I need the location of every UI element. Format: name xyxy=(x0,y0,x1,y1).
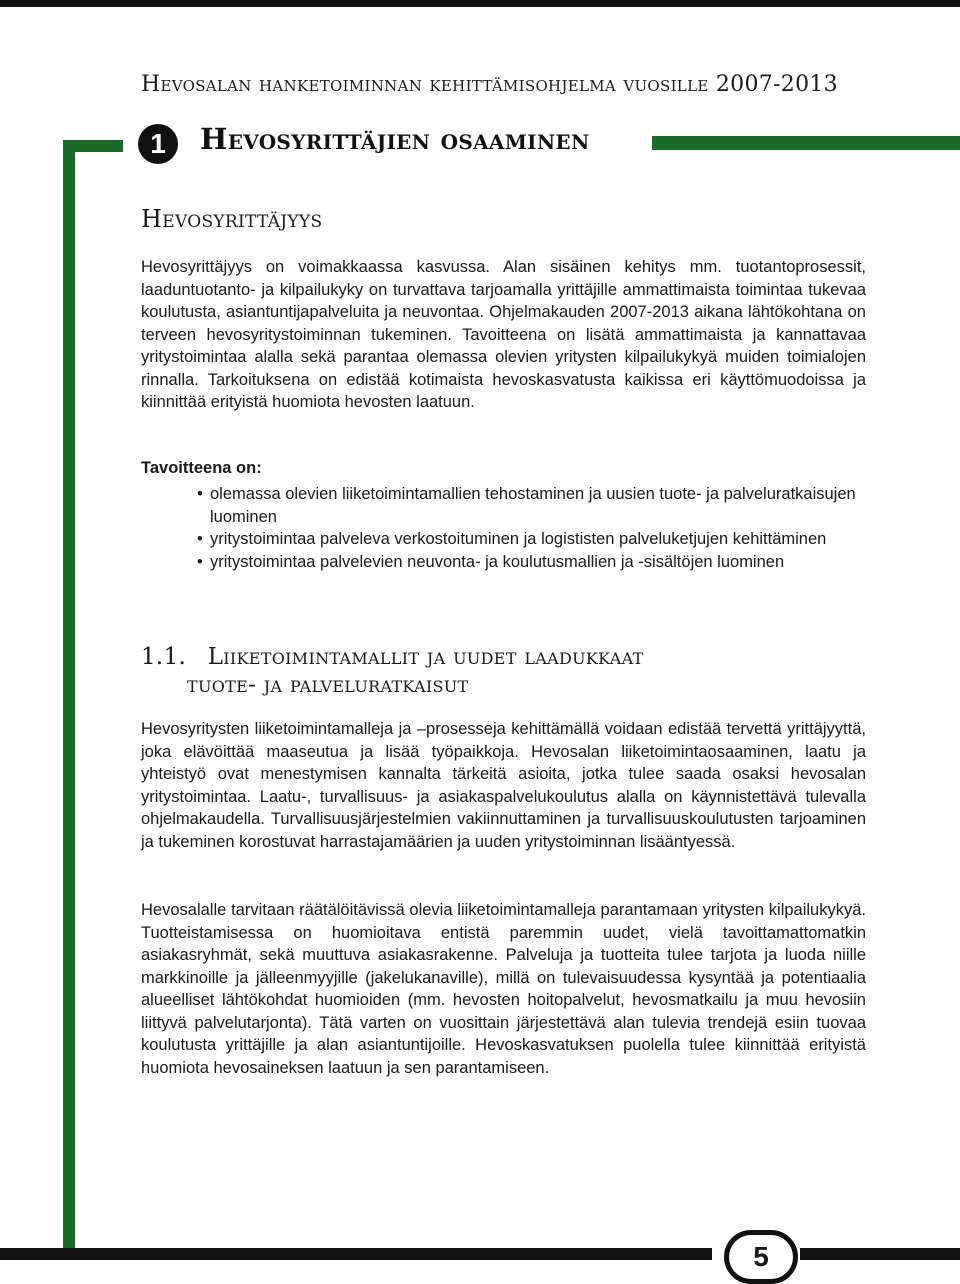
subsection-title-line2: tuote- ja palveluratkaisut xyxy=(187,672,469,698)
section-title: Hevosyrittäjyys xyxy=(141,205,323,233)
subsection-paragraph: Hevosyritysten liiketoimintamalleja ja –prosesseja kehittämällä voidaan edistää tervettä yrittäjyyttä, joka elävöittää maaseutua ja lisää työpaikkoja. Hevosalan liiketoimintaosaaminen, laatu ja yhteistyö ovat menestymisen kannalta tärkeitä asioita, jotka tulee saada osaksi hevosalan yritystoimintaa. Laatu-, turvallisuus- ja asiakaspalvelukoulutus alalla on käynnistettävä tulevalla ohjelmakaudella. Turvallisuusjärjestelmien vakiinnuttaminen ja turvallisuuskoulutusten tarjoaminen ja tukeminen korostuvat harrastajamäärien ja uuden yritystoiminnan lisääntyessä. xyxy=(141,720,866,851)
page-number: 5 xyxy=(724,1230,798,1284)
list-item: • yritystoimintaa palvelevien neuvonta- ja koulutusmallien ja -sisältöjen luominen xyxy=(200,551,860,574)
green-frame-horizontal xyxy=(63,140,123,152)
goals-list xyxy=(200,483,860,573)
subsection-number: 1.1. xyxy=(141,644,187,670)
list-item: • yritystoimintaa palveleva verkostoituminen ja logististen palveluketjujen kehittäminen xyxy=(200,528,860,551)
list-item: • olemassa olevien liiketoimintamallien tehostaminen ja uusien tuote- ja palveluratkaisujen luominen xyxy=(200,483,860,528)
subsection-title xyxy=(141,643,644,699)
subsection-title-line1: Liiketoimintamallit ja uudet laadukkaat xyxy=(207,644,644,670)
footer-bar-left xyxy=(0,1248,712,1260)
section-paragraph: Hevosyrittäjyys on voimakkaassa kasvussa. Alan sisäinen kehitys mm. tuotantoprosessit, laaduntuotanto- ja kilpailukyky on turvattava tarjoamalla yrittäjille ammattimaista toimintaa tukevaa koulutusta, asiantuntijapalveluita ja neuvontaa. Ohjelmakauden 2007-2013 aikana lähtökohtana on terveen hevosyritystoiminnan tukeminen. Tavoitteena on lisätä ammattimaista ja kannattavaa yritystoimintaa alalla sekä parantaa olemassa olevien yritysten kilpailukykyä muiden toimialojen rinnalla. Tarkoituksena on edistää kotimaista hevoskasvatusta kaikissa eri käyttömuodoissa ja kiinnittää erityistä huomiota hevosten laatuun. xyxy=(141,258,866,411)
green-frame-bar-right xyxy=(652,136,960,150)
running-header: Hevosalan hanketoiminnan kehittämisohjelma vuosille 2007-2013 xyxy=(141,72,838,97)
goals-label: Tavoitteena on: xyxy=(141,459,262,477)
green-frame-vertical xyxy=(63,140,75,1248)
top-border xyxy=(0,0,960,7)
footer-bar-right xyxy=(800,1248,960,1260)
chapter-number-badge: 1 xyxy=(138,124,178,164)
chapter-title: Hevosyrittäjien osaaminen xyxy=(200,122,590,156)
subsection-paragraph: Hevosalalle tarvitaan räätälöitävissä olevia liiketoimintamalleja parantamaan yritysten kilpailukykyä. Tuotteistamisessa on huomioitava entistä paremmin uudet, vielä tavoittamattomatkin asiakasryhmät, sekä muuttuva asiakasrakenne. Palveluja ja tuotteita tulee tarjota ja luoda niille markkinoille ja jälleenmyyjille (jakelukanaville), millä on tulevaisuudessa kysyntää ja potentiaalia alueelliset lähtökohdat huomioiden (mm. hevosten hoitopalvelut, hevosmatkailu ja muu hevosiin liittyvä palvelutarjonta). Tätä varten on vuosittain järjestettävä alan tulevia trendejä esiin tuovaa koulutusta yrittäjille ja alan asiantuntijoille. Hevoskasvatuksen puolella tulee kiinnittää erityistä huomiota hevosaineksen laatuun ja sen parantamiseen. xyxy=(141,901,866,1077)
